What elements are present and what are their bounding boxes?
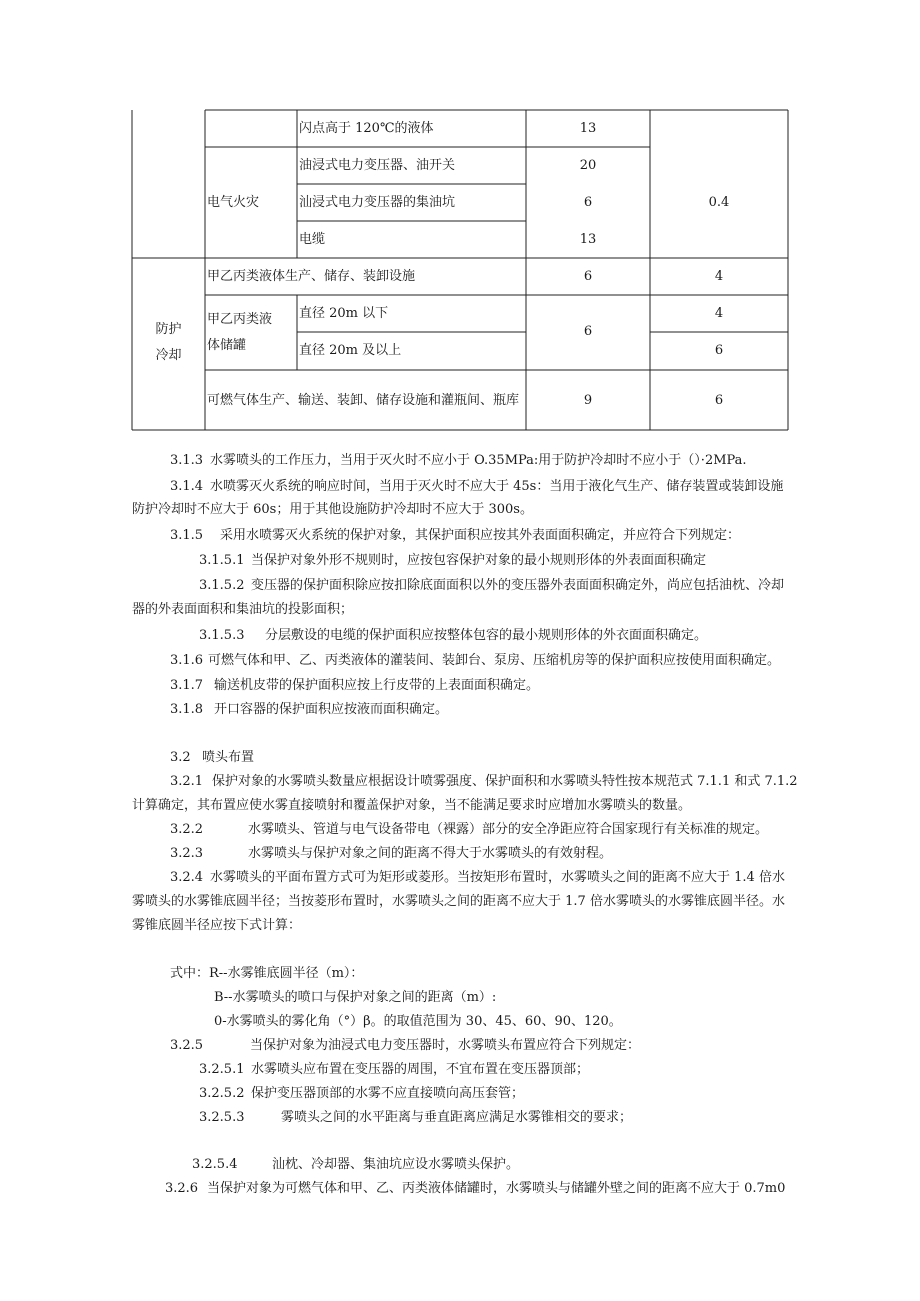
formula-def-r: 式中：R--水雾锥底圆半径（m）：: [170, 966, 364, 981]
table-cell-intensity: 6: [583, 269, 593, 284]
table-cell-time: 6: [714, 393, 724, 408]
table-cell-group: 电气火灾: [207, 195, 260, 210]
clause-3-2-4-cont1: 雾喷头的水雾锥底圆半径；当按菱形布置时，水雾喷头之间的距离不应大于 1.7 倍水雾喷头的水雾锥底圆半径。水: [132, 894, 785, 909]
clause-3-1-5-1: 3.1.5.1 当保护对象外形不规则时，应按包容保护对象的最小规则形体的外表面面积确定: [199, 553, 707, 568]
table-cell-desc: 电缆: [299, 232, 326, 247]
table-cell-desc: 闪点高于 120℃的液体: [299, 121, 434, 136]
clause-3-1-5: 3.1.5 采用水喷雾灭火系统的保护对象，其保护面积应按其外表面面积确定，并应符合下列规定：: [170, 528, 741, 543]
table-cell-intensity: 13: [579, 232, 597, 247]
table-cell-intensity: 9: [583, 393, 593, 408]
table-cell-desc: 油浸式电力变压器、油开关: [299, 158, 456, 173]
clause-3-1-4-cont: 防护冷却时不应大于 60s；用于其他设施防护冷却时不应大于 300s。: [132, 502, 533, 517]
clause-3-2-5-1: 3.2.5.1 水雾喷头应布置在变压器的周围，不宜布置在变压器顶部；: [199, 1062, 590, 1077]
table-grid: [0, 0, 920, 440]
clause-3-1-5-2: 3.1.5.2 变压器的保护面积除应按扣除底面面积以外的变压器外表面面积确定外，尚应包括油枕、冷却: [199, 578, 785, 593]
table-cell-group-line1: 甲乙丙类液: [207, 312, 273, 327]
table-cell-desc: 汕浸式电力变压器的集油坑: [299, 195, 456, 210]
table-cell-time: 6: [714, 343, 724, 358]
clause-3-2-2: 3.2.2 水雾喷头、管道与电气设备带电（裸露）部分的安全净距应符合国家现行有关标准的规定。: [170, 822, 769, 837]
table-cell-intensity: 6: [583, 324, 593, 339]
table-cell-desc: 甲乙丙类液体生产、储存、装卸设施: [207, 269, 416, 284]
table-cell-category-line1: 防护: [155, 322, 182, 337]
clause-3-2-5-3: 3.2.5.3 雾喷头之间的水平距离与垂直距离应满足水雾锥相交的要求；: [199, 1110, 633, 1125]
clause-3-2-6: 3.2.6 当保护对象为可燃气体和甲、乙、丙类液体储罐时，水雾喷头与储罐外壁之间的距离不应大于 0.7m0: [165, 1181, 786, 1196]
clause-3-2-4: 3.2.4 水雾喷头的平面布置方式可为矩形或菱形。当按矩形布置时，水雾喷头之间的距离不应大于 1.4 倍水: [170, 870, 785, 885]
clause-3-1-5-3: 3.1.5.3 分层敷设的电缆的保护面积应按整体包容的最小规则形体的外衣面面积确定。: [199, 628, 708, 643]
clause-3-2-4-cont2: 雾锥底圆半径应按下式计算：: [132, 918, 302, 933]
clause-3-1-5-2-cont: 器的外表面面积和集油坑的投影面积；: [132, 602, 354, 617]
spray-intensity-table: [0, 0, 920, 440]
clause-3-1-3: 3.1.3 水雾喷头的工作压力，当用于灭火时不应小于 O.35MPa:用于防护冷却时不应小于（）·2MPa.: [170, 453, 747, 468]
table-cell-group-line2: 体储罐: [207, 338, 247, 353]
section-3-2-heading: 3.2 喷头布置: [170, 750, 255, 765]
table-cell-intensity: 6: [583, 195, 593, 210]
formula-def-b: B--水雾喷头的喷口与保护对象之间的距离（m）:: [214, 990, 497, 1005]
table-cell-time: 4: [714, 306, 724, 321]
table-cell-desc: 直径 20m 及以上: [299, 343, 402, 358]
clause-3-1-4: 3.1.4 水喷雾灭火系统的响应时间，当用于灭火时不应大于 45s：当用于液化气生产、储存装置或装卸设施: [170, 479, 784, 494]
clause-3-2-1-cont: 计算确定，其布置应使水雾直接喷射和覆盖保护对象，当不能满足要求时应增加水雾喷头的数量。: [132, 798, 692, 813]
table-cell-intensity: 13: [579, 121, 597, 136]
clause-3-1-7: 3.1.7 输送机皮带的保护面积应按上行皮带的上表面面积确定。: [170, 678, 540, 693]
clause-3-1-8: 3.1.8 开口容器的保护面积应按液而面积确定。: [170, 702, 449, 717]
clause-3-2-5: 3.2.5 当保护对象为油浸式电力变压器时，水雾喷头布置应符合下列规定：: [170, 1038, 641, 1053]
formula-def-angle: 0-水雾喷头的雾化角（°）β。的取值范围为 30、45、60、90、120。: [214, 1014, 622, 1029]
table-cell-time: 4: [714, 269, 724, 284]
clause-3-2-1: 3.2.1 保护对象的水雾喷头数量应根据设计喷雾强度、保护面积和水雾喷头特性按本规范式 7.1.1 和式 7.1.2: [170, 774, 798, 789]
clause-3-2-5-4: 3.2.5.4 汕枕、冷却器、集油坑应设水雾喷头保护。: [192, 1157, 520, 1172]
clause-3-1-6: 3.1.6 可燃气体和甲、乙、丙类液体的灌装间、装卸台、泵房、压缩机房等的保护面积应按使用面积确定。: [170, 653, 781, 668]
table-cell-time: 0.4: [708, 195, 730, 210]
table-cell-category-line2: 冷却: [155, 348, 182, 363]
clause-3-2-3: 3.2.3 水雾喷头与保护对象之间的距离不得大于水雾喷头的有效射程。: [170, 846, 613, 861]
table-cell-intensity: 20: [579, 158, 597, 173]
table-cell-desc: 可燃气体生产、输送、装卸、储存设施和灌瓶间、瓶库: [207, 393, 520, 408]
clause-3-2-5-2: 3.2.5.2 保护变压器顶部的水雾不应直接喷向高压套管；: [199, 1086, 525, 1101]
table-cell-desc: 直径 20m 以下: [299, 306, 389, 321]
